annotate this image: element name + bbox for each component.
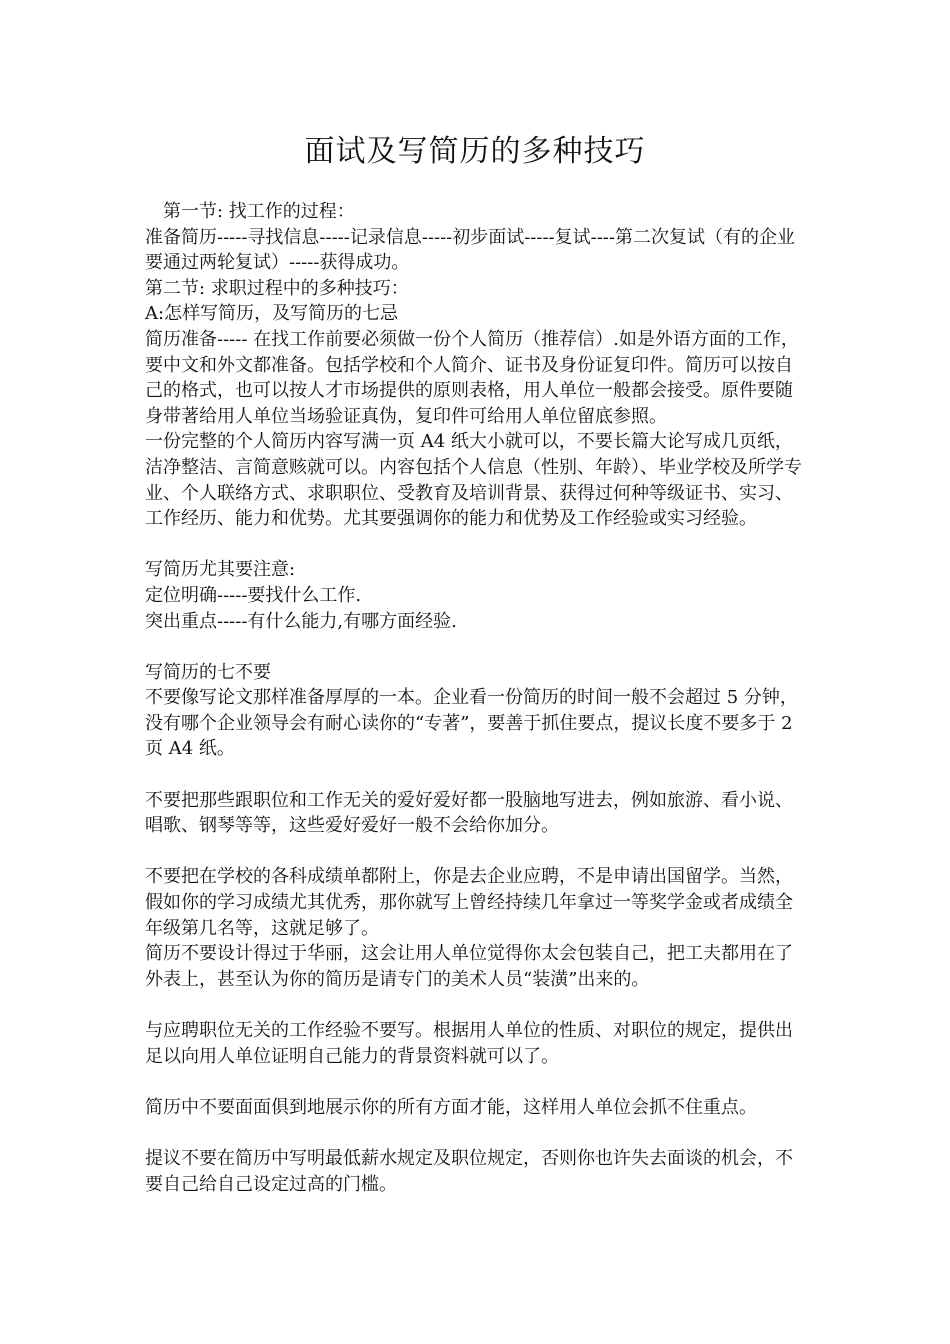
paragraph: 定位明确-----要找什么工作. <box>145 584 362 606</box>
blank-line <box>145 634 805 660</box>
paragraph: 不要把那些跟职位和工作无关的爱好爱好都一股脑地写进去，例如旅游、看小说、唱歌、钢琴等等，这些爱好爱好一般不会给你加分。 <box>145 789 793 837</box>
paragraph: 简历中不要面面俱到地展示你的所有方面才能，这样用人单位会抓不住重点。 <box>145 1096 757 1118</box>
document-body <box>145 199 805 1197</box>
blank-line <box>145 839 805 865</box>
blank-line <box>145 532 805 558</box>
paragraph: 提议不要在简历中写明最低薪水规定及职位规定，否则你也许失去面谈的机会，不要自己给自己设定过高的门槛。 <box>145 1147 793 1195</box>
blank-line <box>145 1069 805 1095</box>
subsection-heading-a: A:怎样写简历，及写简历的七忌 <box>145 303 399 325</box>
document-title: 面试及写简历的多种技巧 <box>304 134 646 169</box>
paragraph: 写简历尤其要注意: <box>145 559 296 581</box>
paragraph: 与应聘职位无关的工作经验不要写。根据用人单位的性质、对职位的规定，提供出足以向用人单位证明自己能力的背景资料就可以了。 <box>145 1020 793 1067</box>
paragraph: 一份完整的个人简历内容写满一页 A4 纸大小就可以，不要长篇大论写成几页纸，洁净整洁、言简意赅就可以。内容包括个人信息（性别、年龄）、毕业学校及所学专业、个人联络方式、求职职位、受教育及培训背景、获得过何种等级证书、实习、工作经历、能力和优势。尤其要强调你的能力和优势及工作经验或实习经验。 <box>145 431 802 530</box>
blank-line <box>145 1120 805 1146</box>
paragraph: 简历准备----- 在找工作前要必须做一份个人简历（推荐信）.如是外语方面的工作，要中文和外文都准备。包括学校和个人简介、证书及身份证复印件。简历可以按自己的格式，也可以按人才市场提供的原则表格，用人单位一般都会接受。原件要随身带著给用人单位当场验证真伪，复印件可给用人单位留底参照。 <box>145 328 799 427</box>
section-heading-2: 第二节: 求职过程中的多种技巧： <box>145 277 409 299</box>
paragraph: 突出重点-----有什么能力,有哪方面经验. <box>145 610 457 632</box>
paragraph: 准备简历-----寻找信息-----记录信息-----初步面试-----复试----第二次复试（有的企业要通过两轮复试）-----获得成功。 <box>145 226 795 274</box>
paragraph: 写简历的七不要 <box>145 661 271 683</box>
paragraph: 不要像写论文那样准备厚厚的一本。企业看一份简历的时间一般不会超过 5 分钟，没有哪个企业领导会有耐心读你的“专著”，要善于抓住要点，提议长度不要多于 2 页 A4 纸。 <box>145 687 798 760</box>
blank-line <box>145 992 805 1018</box>
paragraph: 不要把在学校的各科成绩单都附上，你是去企业应聘，不是申请出国留学。当然，假如你的学习成绩尤其优秀，那你就写上曾经持续几年拿过一等奖学金或者成绩全年级第几名等，这就足够了。 <box>145 866 793 939</box>
blank-line <box>145 762 805 788</box>
paragraph: 简历不要设计得过于华丽，这会让用人单位觉得你太会包装自己，把工夫都用在了外表上，甚至认为你的简历是请专门的美术人员“装潢”出来的。 <box>145 943 793 990</box>
section-heading-1: 第一节: 找工作的过程： <box>163 201 355 222</box>
